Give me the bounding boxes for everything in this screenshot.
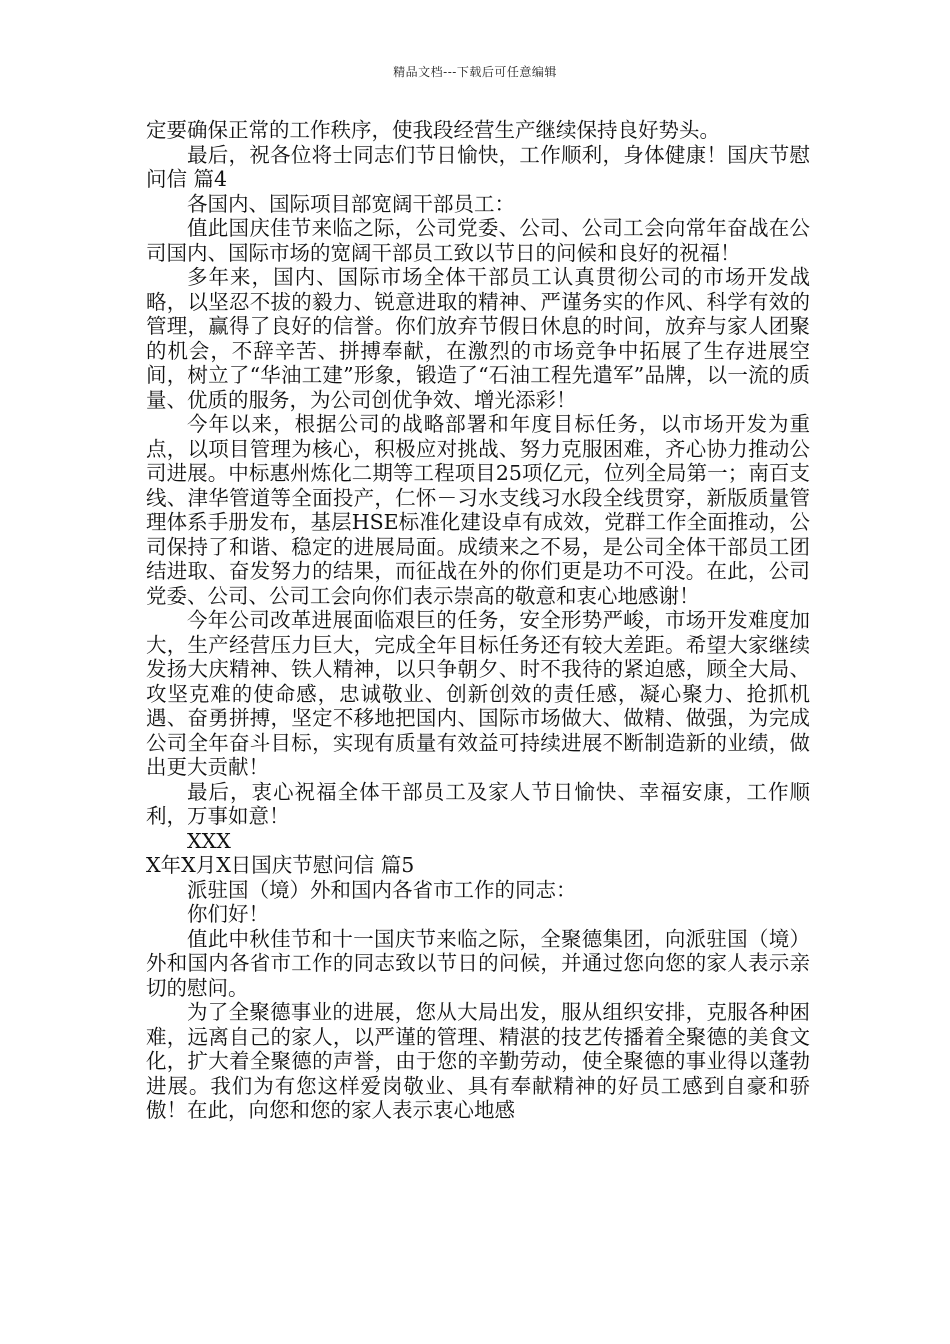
date-and-section-title: X年X月X日国庆节慰问信 篇5	[146, 853, 415, 877]
paragraph: 为了全聚德事业的进展，您从大局出发，服从组织安排，克服各种困难，远离自己的家人，以严谨的管理、精湛的技艺传播着全聚德的美食文化，扩大着全聚德的声誉，由于您的辛勤劳动，使全聚德的事业得以蓬勃进展。我们为有您这样爱岗敬业、具有奉献精神的好员工感到自豪和骄傲！在此，向您和您的家人表示衷心地感	[146, 1000, 810, 1122]
salutation: 派驻国（境）外和国内各省市工作的同志：	[187, 877, 577, 902]
paragraph: 定要确保正常的工作秩序，使我段经营生产继续保持良好势头。	[146, 118, 720, 142]
paragraph: 值此国庆佳节来临之际，公司党委、公司、公司工会向常年奋战在公司国内、国际市场的宽阔干部员工致以节日的问候和良好的祝福！	[146, 216, 810, 265]
paragraph: 多年来，国内、国际市场全体干部员工认真贯彻公司的市场开发战略，以坚忍不拔的毅力、锐意进取的精神、严谨务实的作风、科学有效的管理，赢得了良好的信誉。你们放弃节假日休息的时间，放弃与家人团聚的机会，不辞辛苦、拼搏奉献，在激烈的市场竞争中拓展了生存进展空间，树立了“华油工建”形象，锻造了“石油工程先遣军”品牌，以一流的质量、优质的服务，为公司创优争效、增光添彩！	[146, 265, 810, 412]
paragraph: 最后，衷心祝福全体干部员工及家人节日愉快、幸福安康，工作顺利，万事如意！	[146, 779, 810, 828]
paragraph: 最后，祝各位将士同志们节日愉快，工作顺利，身体健康！国庆节慰问信 篇4	[146, 142, 810, 191]
paragraph: 各国内、国际项目部宽阔干部员工：	[187, 191, 515, 216]
paragraph: 值此中秋佳节和十一国庆节来临之际，全聚德集团，向派驻国（境）外和国内各省市工作的同志致以节日的问候，并通过您向您的家人表示亲切的慰问。	[146, 926, 810, 1000]
paragraph: 今年公司改革进展面临艰巨的任务，安全形势严峻，市场开发难度加大，生产经营压力巨大，完成全年目标任务还有较大差距。希望大家继续发扬大庆精神、铁人精神，以只争朝夕、时不我待的紧迫感，顾全大局、攻坚克难的使命感，忠诚敬业、创新创效的责任感，凝心聚力、抢抓机遇、奋勇拼搏，坚定不移地把国内、国际市场做大、做精、做强，为完成公司全年奋斗目标，实现有质量有效益可持续进展不断制造新的业绩，做出更大贡献！	[146, 608, 810, 779]
paragraph: 今年以来，根据公司的战略部署和年度目标任务，以市场开发为重点，以项目管理为核心，积极应对挑战、努力克服困难，齐心协力推动公司进展。中标惠州炼化二期等工程项目25项亿元，位列全局第一；南百支线、津华管道等全面投产，仁怀－习水支线习水段全线贯穿，新版质量管理体系手册发布，基层HSE标准化建设卓有成效，党群工作全面推动，公司保持了和谐、稳定的进展局面。成绩来之不易，是公司全体干部员工团结进取、奋发努力的结果，而征战在外的你们更是功不可没。在此，公司党委、公司、公司工会向你们表示崇高的敬意和衷心地感谢！	[146, 412, 810, 608]
page-header: 精品文档---下载后可任意编辑	[393, 65, 557, 79]
greeting: 你们好！	[187, 902, 269, 926]
signature: XXX	[187, 828, 231, 853]
document-body	[146, 118, 810, 1123]
